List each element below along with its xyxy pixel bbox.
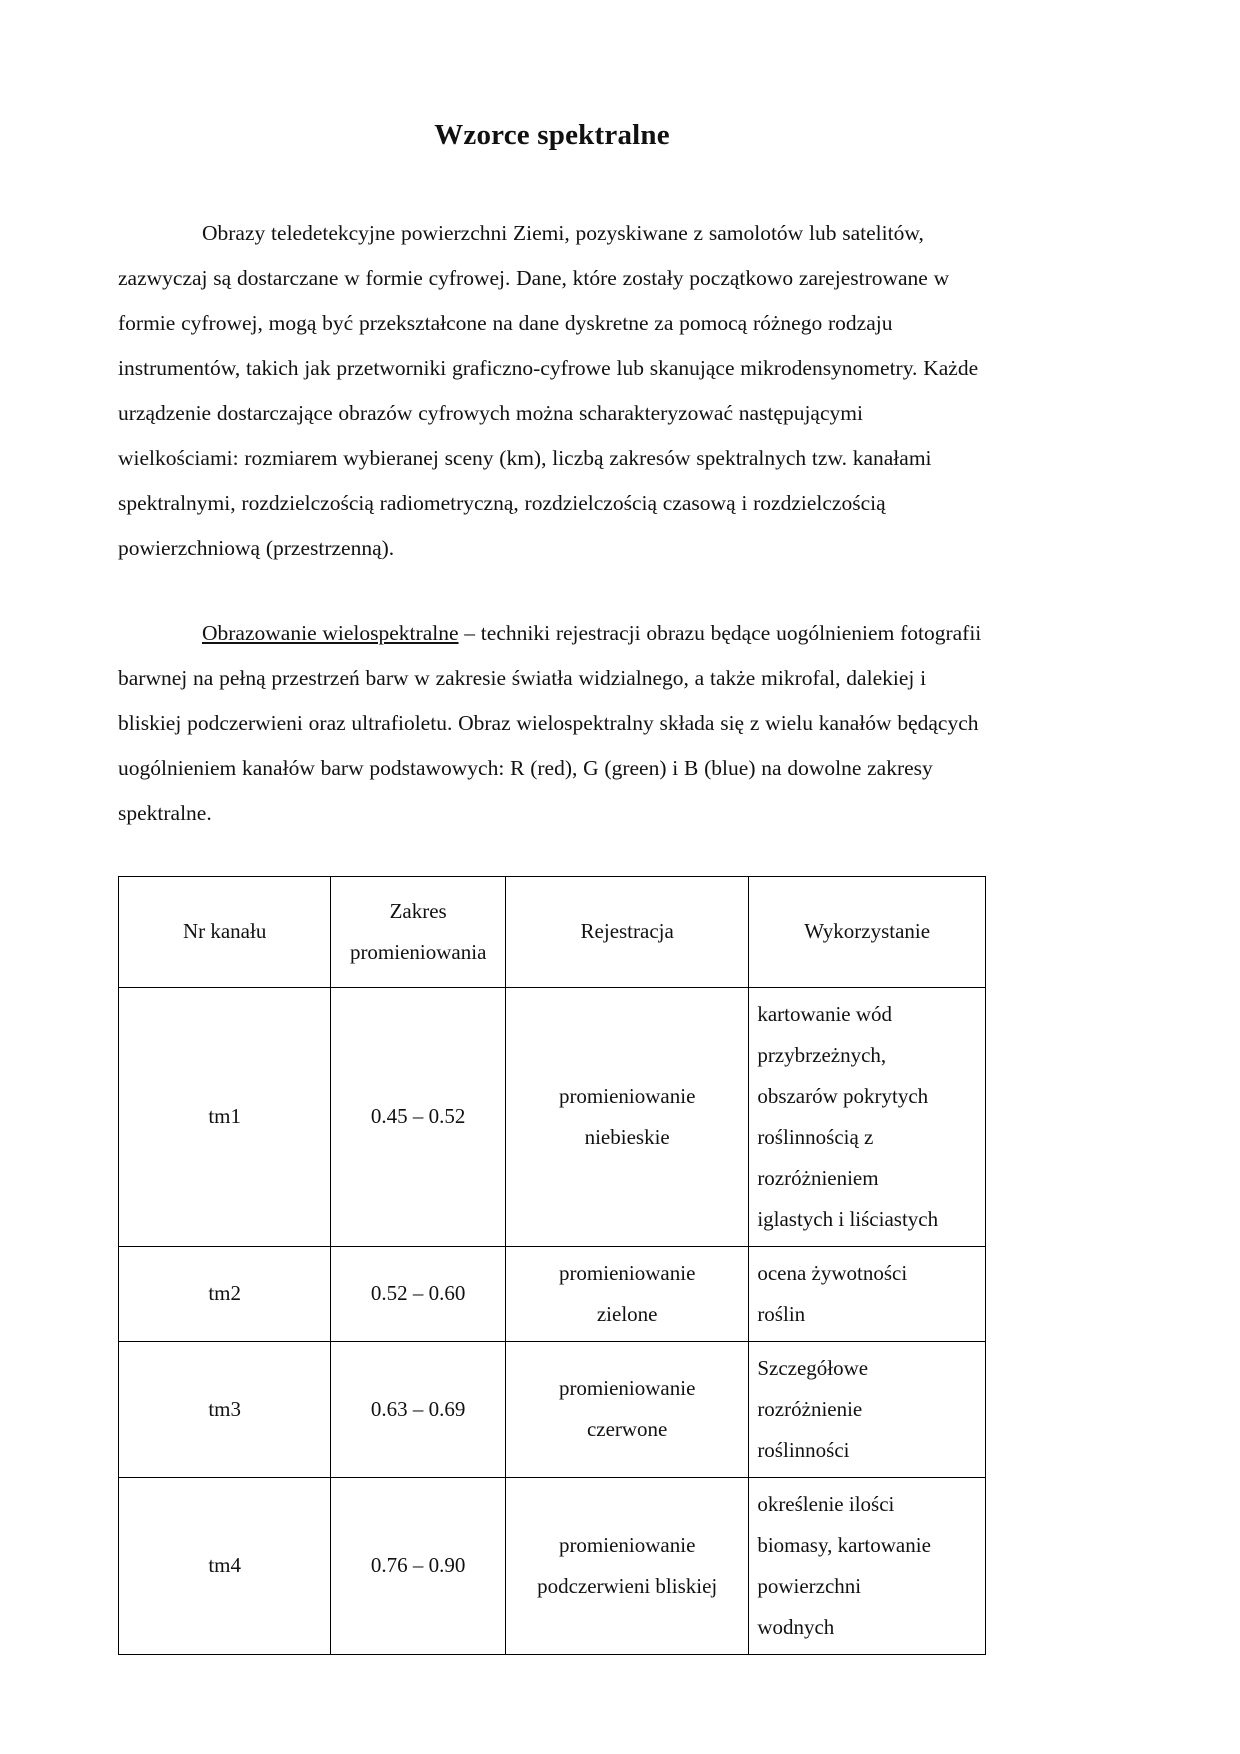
cell-use [749, 1477, 986, 1654]
document-content [118, 118, 986, 1655]
cell-use [749, 1246, 986, 1341]
cell-lines-registration [514, 1253, 740, 1335]
cell-channel: tm2 [119, 1246, 331, 1341]
cell-line: rozróżnieniem [757, 1165, 879, 1190]
cell-use [749, 987, 986, 1246]
cell-line: ocena żywotności [757, 1260, 908, 1285]
cell-line: kartowanie wód [757, 1001, 893, 1026]
column-header-channel [119, 876, 331, 987]
cell-range: 0.52 – 0.60 [331, 1246, 506, 1341]
cell-line: biomasy, kartowanie [757, 1532, 931, 1557]
header-line: Wykorzystanie [804, 919, 931, 944]
cell-line: promieniowanie [558, 1376, 696, 1401]
cell-line: roślinności [757, 1437, 850, 1462]
header-line: Nr kanału [182, 919, 267, 944]
definition-term: Obrazowanie wielospektralne [202, 620, 459, 645]
cell-line: powierzchni [757, 1573, 862, 1598]
cell-line: roślin [757, 1301, 806, 1326]
cell-line: promieniowanie [558, 1260, 696, 1285]
table-row [119, 1477, 986, 1654]
cell-lines-use [757, 1484, 977, 1648]
cell-line: podczerwieni bliskiej [537, 1573, 718, 1598]
cell-line: zielone [596, 1301, 658, 1326]
cell-registration [506, 1477, 749, 1654]
table-header-row [119, 876, 986, 987]
cell-line: promieniowanie [558, 1083, 696, 1108]
column-header-registration [506, 876, 749, 987]
column-header-range [331, 876, 506, 987]
definition-paragraph [118, 611, 986, 836]
cell-range: 0.63 – 0.69 [331, 1341, 506, 1477]
cell-line: roślinnością z [757, 1124, 874, 1149]
cell-line: promieniowanie [558, 1532, 696, 1557]
header-line: Rejestracja [580, 919, 674, 944]
cell-line: niebieskie [584, 1124, 670, 1149]
cell-line: wodnych [757, 1614, 835, 1639]
cell-range: 0.45 – 0.52 [331, 987, 506, 1246]
cell-lines-use [757, 1253, 977, 1335]
cell-line: określenie ilości [757, 1491, 895, 1516]
intro-paragraph: Obrazy teledetekcyjne powierzchni Ziemi, pozyskiwane z samolotów lub satelitów, zazwyczaj są dostarczane w formie cyfrowej. Dane, które zostały początkowo zarejestrowane w formie cyfrowej, mogą być przekształcone na dane dyskretne za pomocą różnego rodzaju instrumentów, takich jak przetworniki graficzno-cyfrowe lub skanujące mikrodensynometry. Każde urządzenie dostarczające obrazów cyfrowych można scharakteryzować następującymi wielkościami: rozmiarem wybieranej sceny (km), liczbą zakresów spektralnych tzw. kanałami spektralnymi, rozdzielczością radiometryczną, rozdzielczością czasową i rozdzielczością powierzchniową (przestrzenną). [118, 220, 979, 560]
header-lines-use [757, 911, 977, 952]
definition-body: – techniki rejestracji obrazu będące uogólnieniem fotografii barwnej na pełną przestrzeń barw w zakresie światła widzialnego, a także mikrofal, dalekiej i bliskiej podczerwieni oraz ultrafioletu. Obraz wielospektralny składa się z wielu kanałów będących uogólnieniem kanałów barw podstawowych: R (red), G (green) i B (blue) na dowolne zakresy spektralne. [118, 620, 982, 825]
table-row [119, 987, 986, 1246]
cell-line: Szczegółowe [757, 1355, 869, 1380]
cell-registration [506, 1341, 749, 1477]
cell-line: przybrzeżnych, [757, 1042, 887, 1067]
spectral-bands-table [118, 876, 986, 1655]
cell-channel: tm3 [119, 1341, 331, 1477]
table-row [119, 1341, 986, 1477]
header-lines-range [339, 891, 497, 973]
header-lines-channel [127, 911, 322, 952]
cell-lines-registration [514, 1368, 740, 1450]
header-line: promieniowania [349, 939, 487, 964]
page-title: Wzorce spektralne [434, 119, 670, 151]
cell-registration [506, 987, 749, 1246]
cell-channel: tm4 [119, 1477, 331, 1654]
cell-lines-registration [514, 1076, 740, 1158]
column-header-use [749, 876, 986, 987]
cell-line: iglastych i liściastych [757, 1206, 939, 1231]
cell-line: obszarów pokrytych [757, 1083, 929, 1108]
cell-lines-use [757, 1348, 977, 1471]
cell-channel: tm1 [119, 987, 331, 1246]
cell-registration [506, 1246, 749, 1341]
table-row [119, 1246, 986, 1341]
header-lines-registration [514, 911, 740, 952]
cell-lines-registration [514, 1525, 740, 1607]
cell-lines-use [757, 994, 977, 1240]
cell-line: rozróżnienie [757, 1396, 863, 1421]
cell-range: 0.76 – 0.90 [331, 1477, 506, 1654]
cell-line: czerwone [586, 1417, 668, 1442]
header-line: Zakres [389, 898, 447, 923]
cell-use [749, 1341, 986, 1477]
